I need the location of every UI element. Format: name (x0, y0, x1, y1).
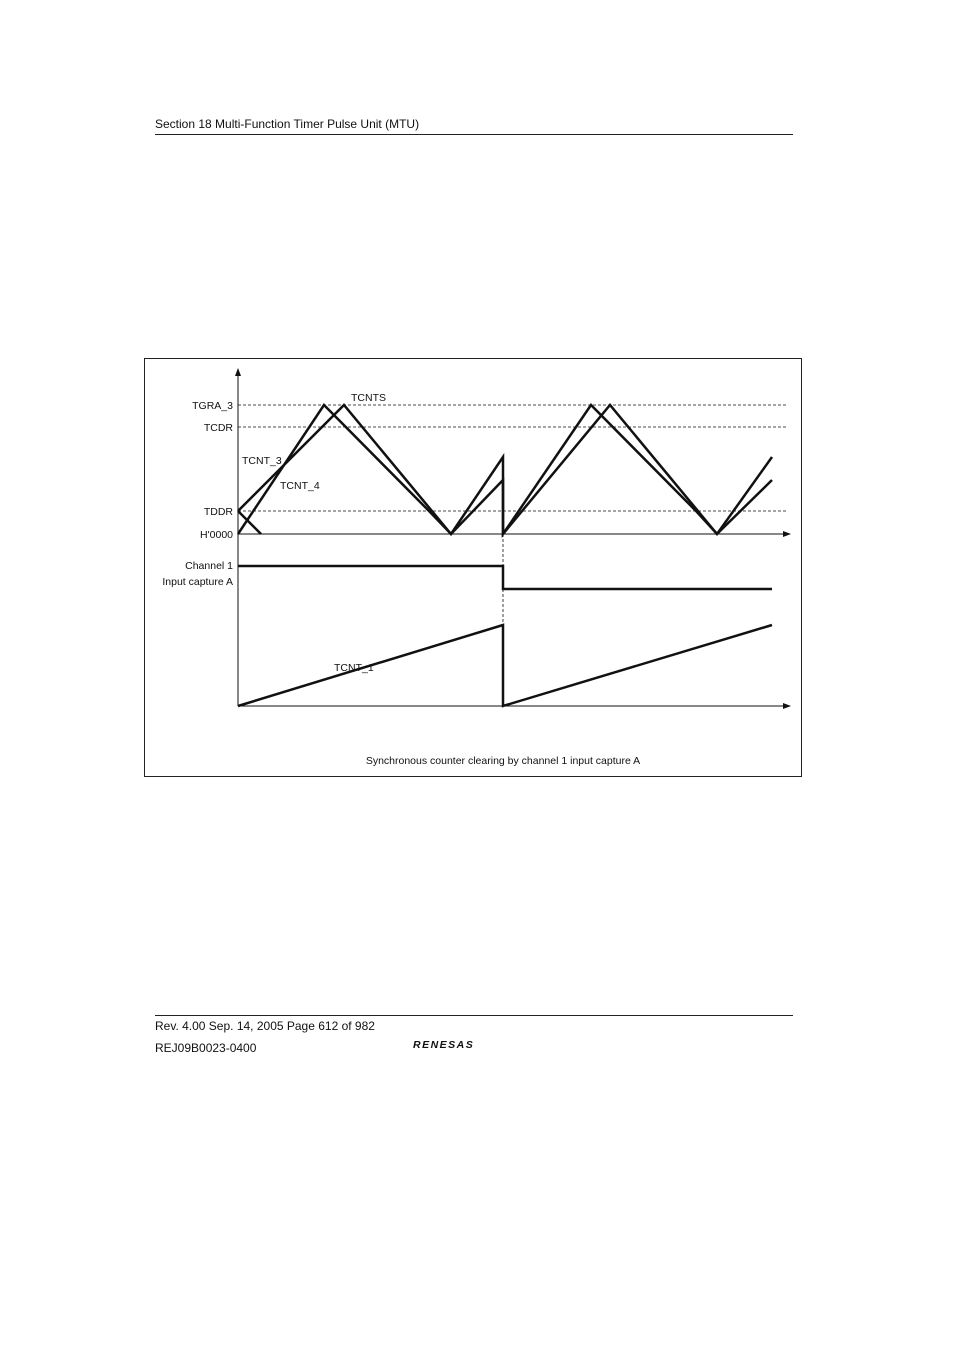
page-header: Section 18 Multi-Function Timer Pulse Unit (MTU) (155, 117, 420, 131)
tcnt4-waveform (238, 405, 772, 534)
label-tcnt4: TCNT_4 (280, 480, 320, 492)
label-tcnts: TCNTS (351, 392, 386, 404)
timing-diagram-figure (144, 358, 802, 777)
header-rule (155, 134, 793, 135)
label-tddr: TDDR (203, 506, 233, 518)
footer-revision: Rev. 4.00 Sep. 14, 2005 Page 612 of 982 (155, 1019, 375, 1033)
label-h0000: H'0000 (200, 529, 233, 541)
footer-rule (155, 1015, 793, 1016)
label-input-capture: Input capture A (162, 576, 233, 588)
renesas-logo (413, 1031, 535, 1058)
svg-text:RENESAS: RENESAS (413, 1039, 475, 1051)
timing-diagram (145, 359, 801, 776)
label-tcdr: TCDR (203, 422, 233, 434)
label-channel1: Channel 1 (185, 560, 233, 572)
label-tcnt1: TCNT_1 (334, 662, 374, 674)
footer-doc-number: REJ09B0023-0400 (155, 1041, 257, 1055)
tcnt1-waveform (238, 625, 772, 706)
tcnt3-waveform (238, 405, 772, 534)
label-tcnt3: TCNT_3 (242, 455, 282, 467)
input-capture-signal (238, 566, 772, 589)
figure-caption: Synchronous counter clearing by channel 1 input capture A (365, 755, 641, 767)
label-tgra3: TGRA_3 (192, 400, 233, 412)
